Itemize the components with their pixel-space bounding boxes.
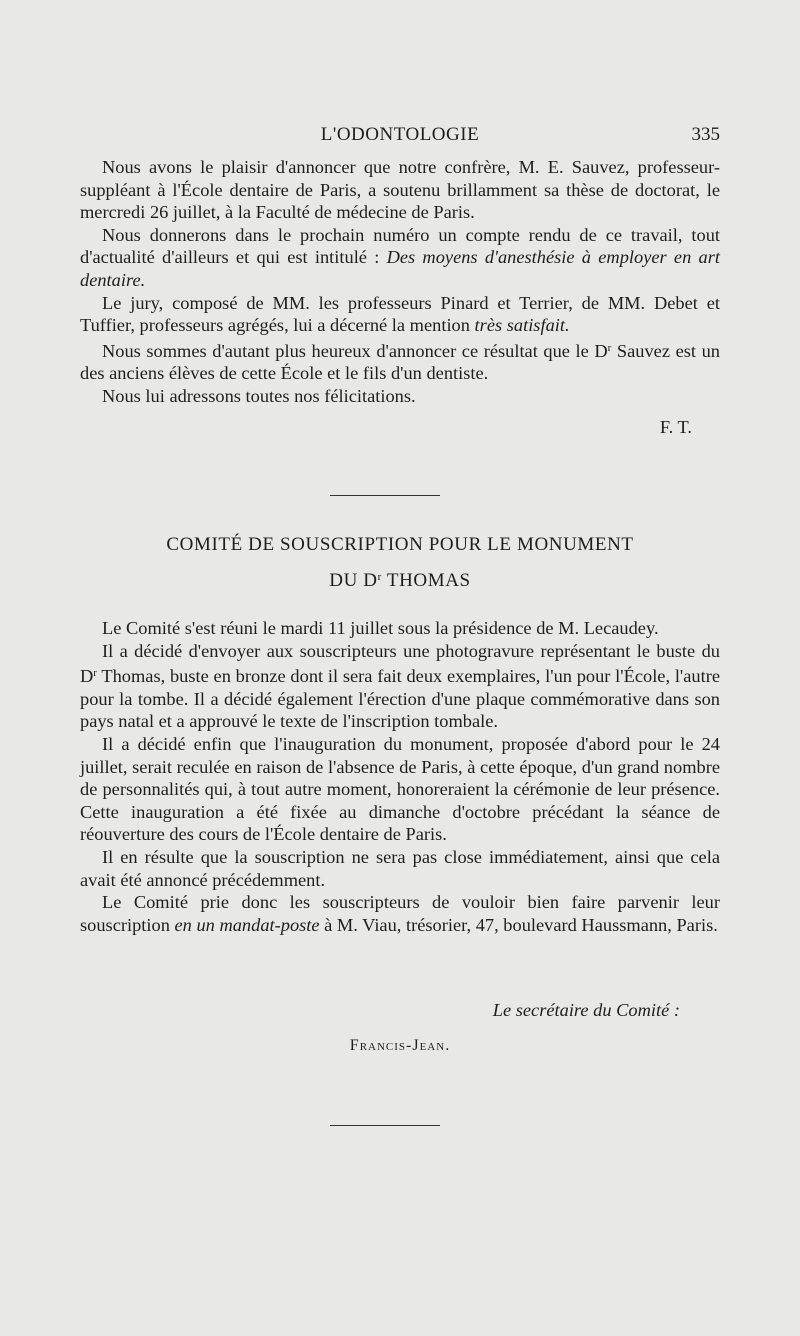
paragraph xyxy=(80,292,720,337)
title-prefix: DU D xyxy=(329,570,378,591)
paragraph xyxy=(80,337,720,385)
closing-name: Francis-Jean. xyxy=(349,1037,451,1054)
text-run: Sauvez est un des anciens élèves de cette École et le fils d'un dentiste. xyxy=(80,340,720,384)
end-divider xyxy=(330,1125,440,1126)
section-divider xyxy=(330,495,440,496)
text-run: Nous donnerons dans le prochain numéro un compte rendu de ce travail, tout d'actualité d'ailleurs et qui est intitulé : xyxy=(80,224,720,268)
committee-text xyxy=(80,617,720,936)
title-superscript: r xyxy=(377,571,382,583)
committee-title-line-1: COMITÉ DE SOUSCRIPTION POUR LE MONUMENT xyxy=(166,534,634,555)
signature-initials: F. T. xyxy=(659,416,692,437)
italic-text: très satisfait. xyxy=(474,315,570,336)
committee-title xyxy=(80,534,720,592)
text-run: Nous sommes d'autant plus heureux d'annoncer ce résultat que le D xyxy=(102,340,608,361)
paragraph xyxy=(80,617,720,640)
paragraph xyxy=(80,846,720,891)
text-run: à M. Viau, trésorier, 47, boulevard Haussmann, Paris. xyxy=(319,914,718,935)
text-run: Il en résulte que la souscription ne sera pas close immédiatement, ainsi que cela avait été annoncé précédemment. xyxy=(80,846,720,890)
superscript: r xyxy=(93,667,97,680)
paragraph xyxy=(80,156,720,224)
closing-label: Le secrétaire du Comité : xyxy=(492,1000,680,1020)
paragraph xyxy=(80,733,720,846)
text-run: Le Comité s'est réuni le mardi 11 juillet sous la présidence de M. Lecaudey. xyxy=(102,618,659,638)
text-run: Il a décidé d'envoyer aux souscripteurs une photogravure représentant le buste du D xyxy=(80,640,720,687)
paragraph xyxy=(80,640,720,733)
text-run: Nous avons le plaisir d'annoncer que notre confrère, M. E. Sauvez, professeur-suppléant à l'École dentaire de Paris, a soutenu brillamment sa thèse de doctorat, le mercredi 26 juillet, à la Faculté de médecine de Paris. xyxy=(80,157,720,223)
text-run: Le Comité prie donc les souscripteurs de vouloir bien faire parvenir leur souscription xyxy=(80,892,720,935)
paragraph xyxy=(80,385,720,408)
title-suffix: THOMAS xyxy=(381,570,471,591)
announcement-text xyxy=(80,156,720,438)
text-run: Thomas, buste en bronze dont il sera fait deux exemplaires, l'un pour l'École, l'autre pour la tombe. Il a décidé également l'érection d'une plaque commémorative dans son pays natal et a approuvé le texte de l'inscription tombale. xyxy=(80,666,720,732)
paragraph xyxy=(80,224,720,292)
text-run: Il a décidé enfin que l'inauguration du monument, proposée d'abord pour le 24 juillet, serait reculée en raison de l'absence de Paris, à cette époque, d'un grand nombre de personnalités qui, à tout autre moment, honoreraient la cérémonie de leur présence. Cette inauguration a été fixée au dimanche d'octobre précédant la séance de réouverture des cours de l'École dentaire de Paris. xyxy=(80,733,720,845)
italic-text: en un mandat-poste xyxy=(174,914,320,935)
italic-text: Des moyens d'anesthésie à employer en art dentaire. xyxy=(80,247,720,290)
paragraph xyxy=(80,891,720,936)
page-number: 335 xyxy=(691,124,720,145)
text-run: Le jury, composé de MM. les professeurs Pinard et Terrier, de MM. Debet et Tuffier, professeurs agrégés, lui a décerné la mention xyxy=(80,292,720,336)
running-head xyxy=(80,124,720,150)
committee-title-line-2 xyxy=(80,570,720,592)
superscript: r xyxy=(607,341,612,354)
running-title: L'ODONTOLOGIE xyxy=(320,124,480,145)
text-run: Nous lui adressons toutes nos félicitations. xyxy=(102,385,416,406)
